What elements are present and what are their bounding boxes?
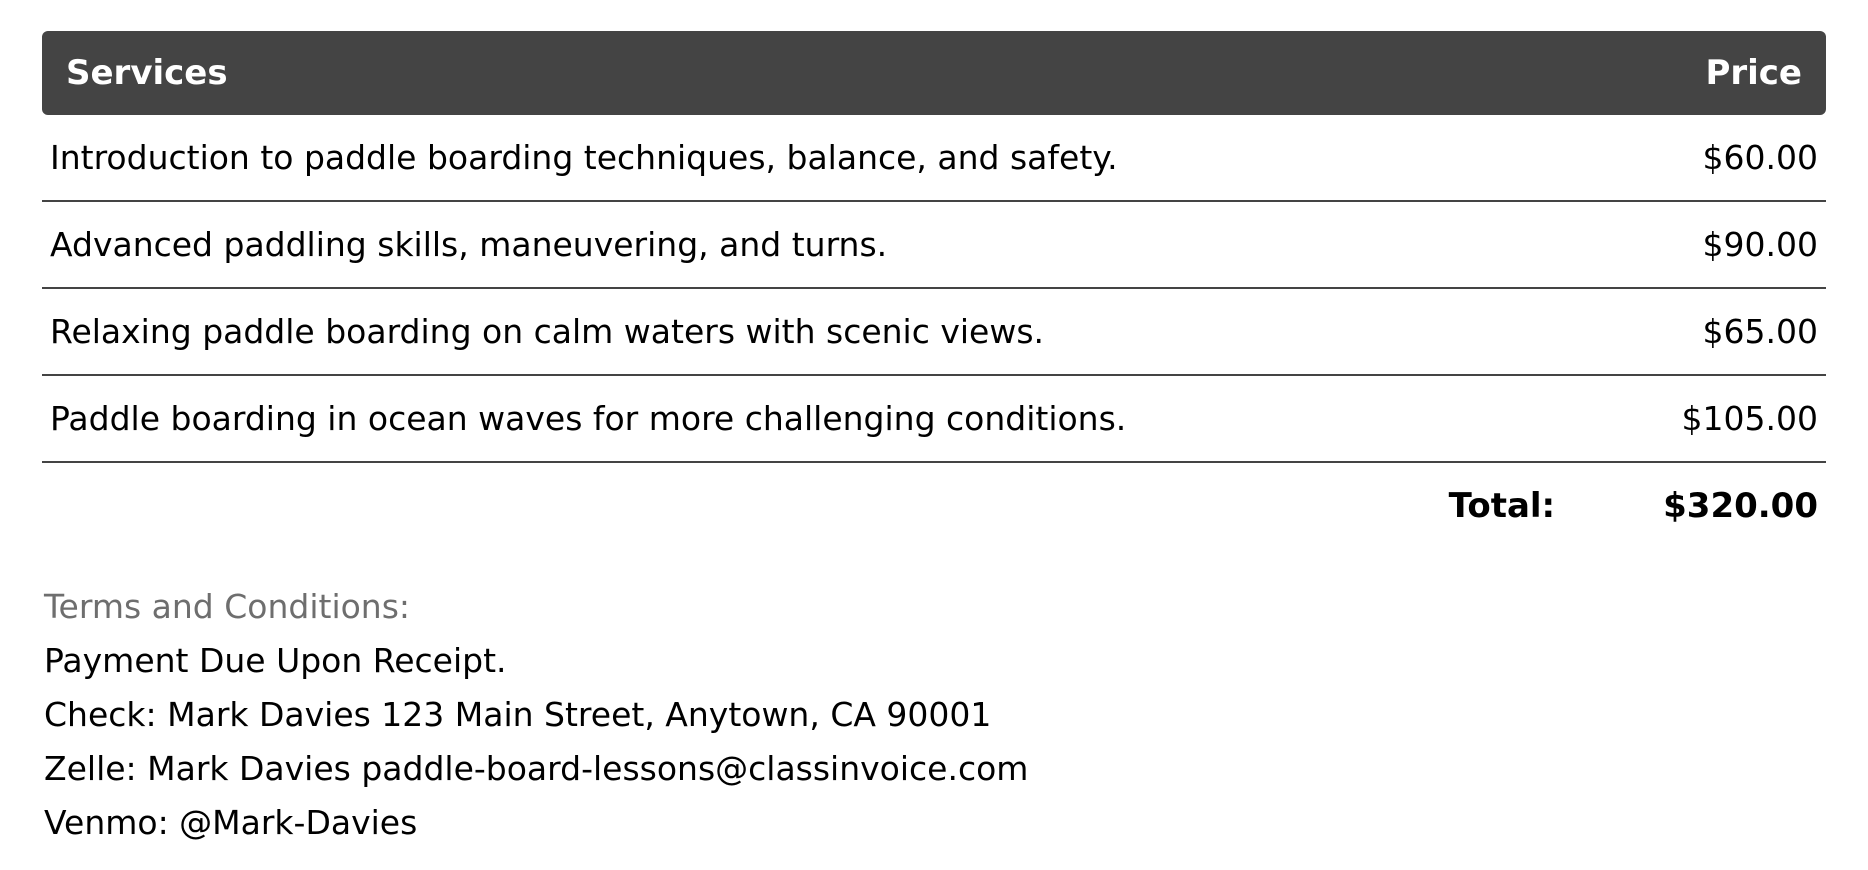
services-column-header: Services <box>66 53 228 93</box>
terms-line-payment: Payment Due Upon Receipt. <box>44 641 507 680</box>
price-column-header: Price <box>1705 53 1802 93</box>
total-row <box>42 463 1826 549</box>
service-price: $105.00 <box>1681 399 1818 438</box>
services-table <box>42 31 1826 549</box>
table-row <box>42 376 1826 463</box>
table-row <box>42 115 1826 202</box>
service-price: $90.00 <box>1702 225 1818 264</box>
total-value: $320.00 <box>1663 486 1818 526</box>
service-price: $60.00 <box>1702 138 1818 177</box>
terms-title: Terms and Conditions: <box>44 587 411 626</box>
terms-section <box>44 580 1744 850</box>
service-description: Paddle boarding in ocean waves for more challenging conditions. <box>50 399 1127 438</box>
service-description: Introduction to paddle boarding techniques, balance, and safety. <box>50 138 1118 177</box>
service-price: $65.00 <box>1702 312 1818 351</box>
service-description: Relaxing paddle boarding on calm waters with scenic views. <box>50 312 1045 351</box>
terms-line-zelle: Zelle: Mark Davies paddle-board-lessons@classinvoice.com <box>44 749 1029 788</box>
table-row <box>42 289 1826 376</box>
table-row <box>42 202 1826 289</box>
terms-line-check: Check: Mark Davies 123 Main Street, Anytown, CA 90001 <box>44 695 992 734</box>
total-label: Total: <box>1448 486 1556 526</box>
terms-line-venmo: Venmo: @Mark-Davies <box>44 803 418 842</box>
service-description: Advanced paddling skills, maneuvering, and turns. <box>50 225 888 264</box>
table-header <box>42 31 1826 115</box>
